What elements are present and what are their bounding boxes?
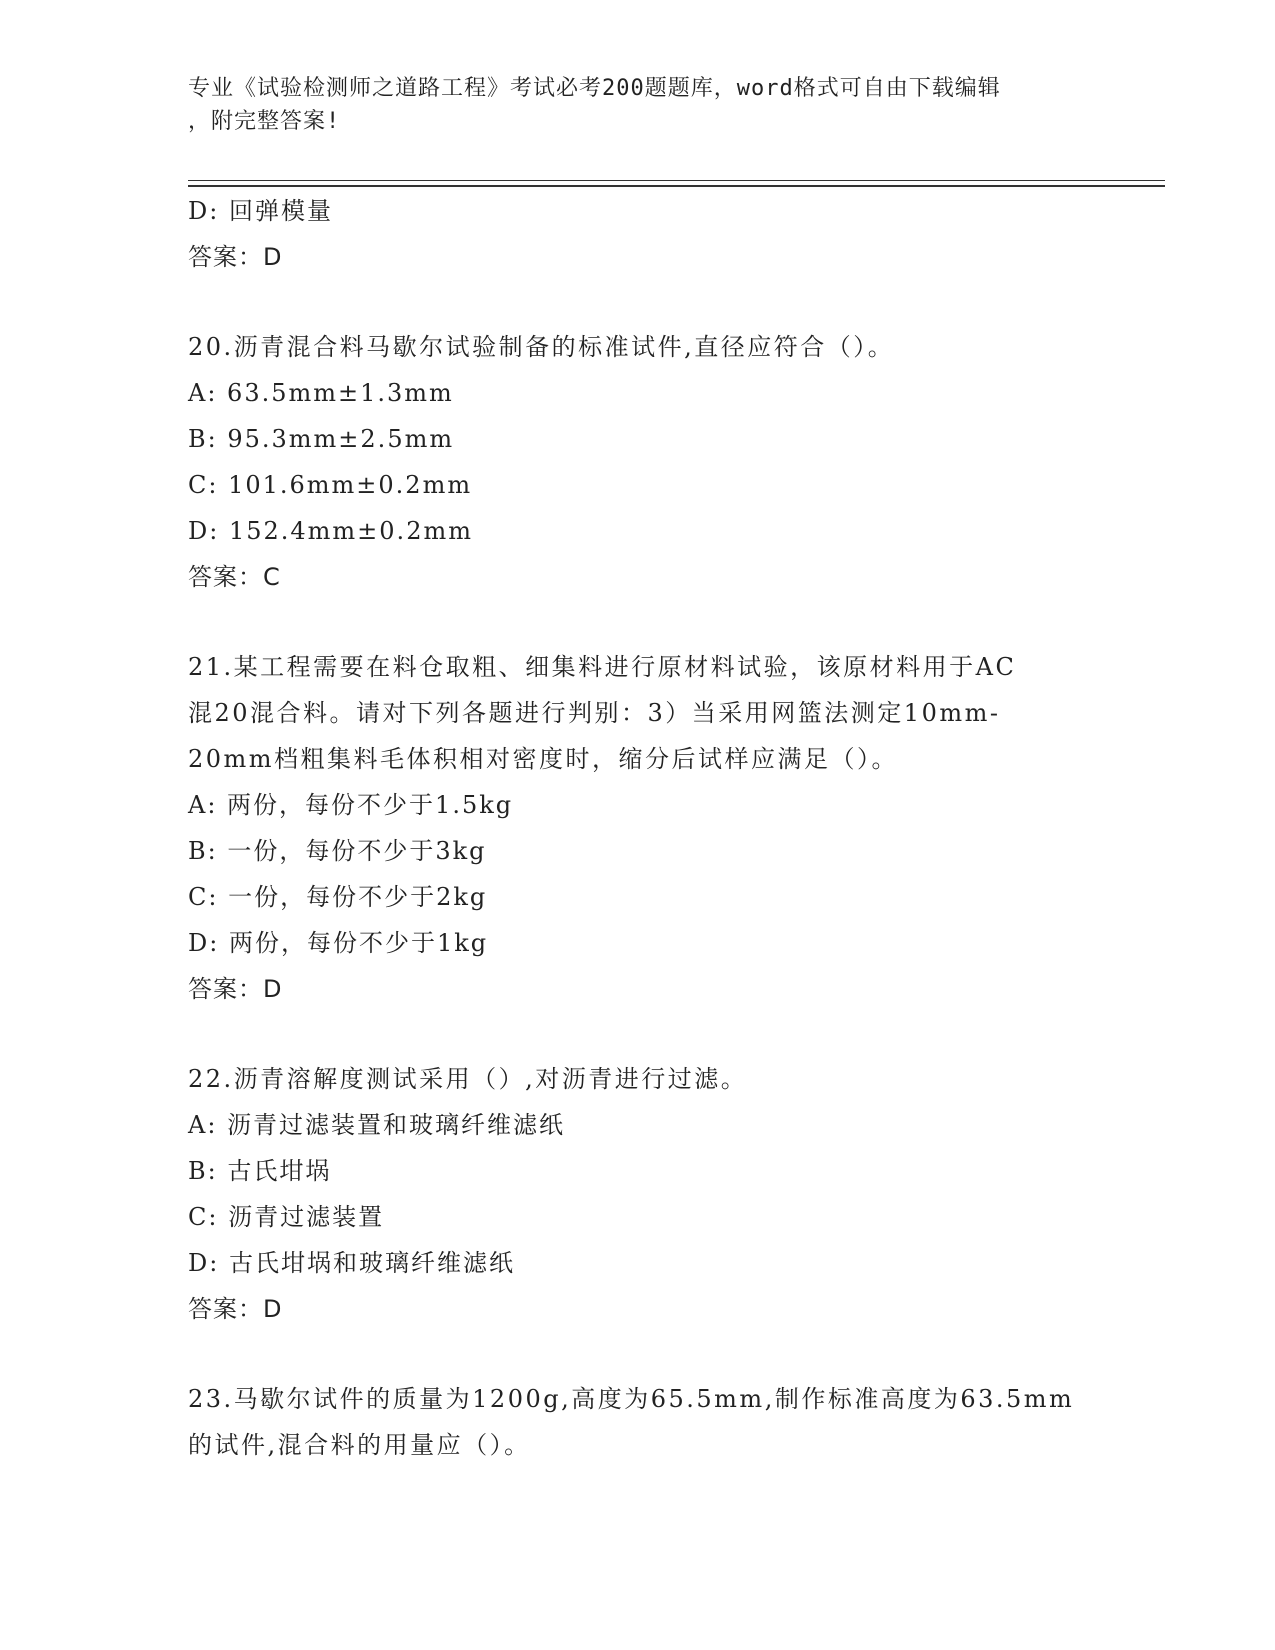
option-c: C: 沥青过滤装置	[188, 1203, 385, 1231]
question-stem: 23.马歇尔试件的质量为1200g,高度为65.5mm,制作标准高度为63.5mm	[188, 1385, 1075, 1413]
option-d: D: 回弹模量	[188, 197, 333, 225]
option-d: D: 古氏坩埚和玻璃纤维滤纸	[188, 1249, 515, 1277]
header-title-line-2: ，附完整答案!	[188, 109, 341, 134]
header-title-line-1: 专业《试验检测师之道路工程》考试必考200题题库，word格式可自由下载编辑	[188, 76, 1001, 101]
header-divider	[188, 180, 1165, 187]
question-stem: 20.沥青混合料马歇尔试验制备的标准试件,直径应符合（）。	[188, 333, 895, 361]
answer-line: 答案：D	[188, 1295, 283, 1323]
option-b: B: 一份，每份不少于3kg	[188, 837, 487, 865]
answer-line: 答案：D	[188, 243, 283, 271]
question-stem: 的试件,混合料的用量应（）。	[188, 1431, 531, 1459]
question-23	[188, 1376, 1088, 1468]
question-stem: 21.某工程需要在料仓取粗、细集料进行原材料试验，该原材料用于AC	[188, 653, 1017, 681]
question-stem: 混20混合料。请对下列各题进行判别：3）当采用网篮法测定10mm-	[188, 699, 1001, 727]
option-b: B: 95.3mm±2.5mm	[188, 425, 455, 453]
document-header	[188, 72, 1088, 138]
question-stem: 20mm档粗集料毛体积相对密度时，缩分后试样应满足（）。	[188, 745, 899, 773]
question-content	[188, 188, 1088, 1468]
question-20	[188, 324, 1088, 600]
option-d: D: 152.4mm±0.2mm	[188, 517, 473, 545]
answer-line: 答案：D	[188, 975, 283, 1003]
answer-line: 答案：C	[188, 563, 281, 591]
option-a: A: 两份，每份不少于1.5kg	[188, 791, 514, 819]
option-a: A: 沥青过滤装置和玻璃纤维滤纸	[188, 1111, 566, 1139]
question-21	[188, 644, 1088, 1012]
option-b: B: 古氏坩埚	[188, 1157, 332, 1185]
question-22	[188, 1056, 1088, 1332]
option-c: C: 一份，每份不少于2kg	[188, 883, 488, 911]
question-stem: 22.沥青溶解度测试采用（）,对沥青进行过滤。	[188, 1065, 748, 1093]
option-a: A: 63.5mm±1.3mm	[188, 379, 454, 407]
option-c: C: 101.6mm±0.2mm	[188, 471, 473, 499]
question-19-tail	[188, 188, 1088, 280]
option-d: D: 两份，每份不少于1kg	[188, 929, 489, 957]
